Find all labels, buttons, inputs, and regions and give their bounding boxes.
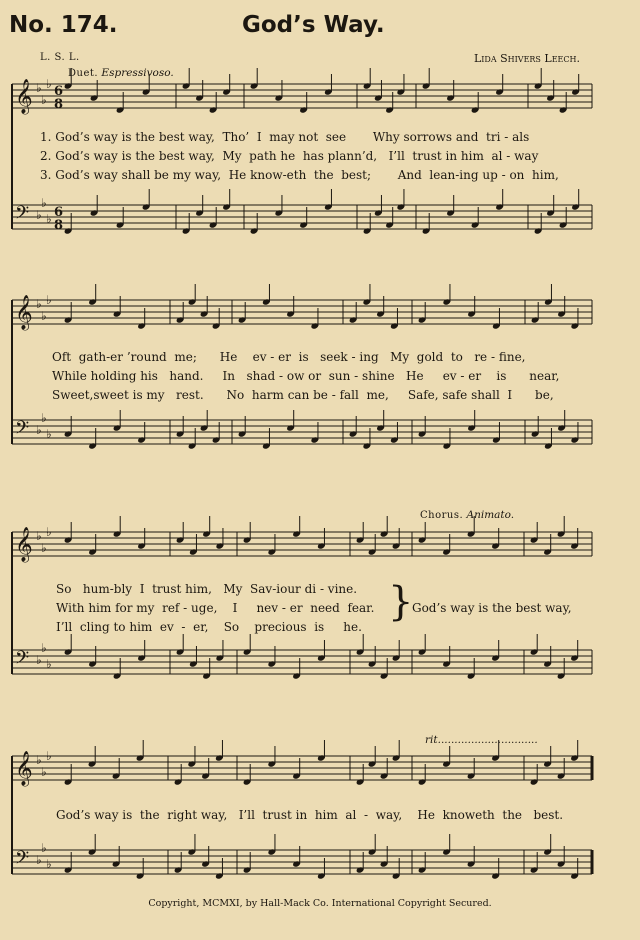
hymn-number: No. 174. <box>9 12 118 38</box>
verse-line-2: 2. God’s way is the best way, My path he has plann’d, I’ll trust in him al - way <box>40 149 539 163</box>
key-flat: ♭ <box>36 653 42 667</box>
verse-line-3: I’ll cling to him ev - er, So precious is he. <box>56 620 362 634</box>
chorus-label: Chorus. <box>420 510 464 521</box>
lyricist-credit: L. S. L. <box>40 52 80 63</box>
key-flat: ♭ <box>36 753 42 767</box>
time-signature-top: 6 <box>54 84 64 99</box>
key-flat: ♭ <box>41 309 47 323</box>
chorus-words: God’s way is the best way, <box>412 601 572 615</box>
key-flat: ♭ <box>36 853 42 867</box>
key-flat: ♭ <box>36 529 42 543</box>
key-flat: ♭ <box>41 841 47 855</box>
key-flat: ♭ <box>36 423 42 437</box>
hymn-title: God’s Way. <box>242 12 385 38</box>
key-flat: ♭ <box>41 196 47 210</box>
time-signature-top: 6 <box>54 205 64 220</box>
expression-label: Espressivoso. <box>101 67 174 79</box>
key-flat: ♭ <box>46 77 52 91</box>
verse-line-1: 1. God’s way is the best way, Tho’ I may not see Why sorrows and tri - als <box>40 130 530 144</box>
key-flat: ♭ <box>46 657 52 671</box>
key-flat: ♭ <box>41 641 47 655</box>
key-flat: ♭ <box>46 212 52 226</box>
verse-line-1: So hum-bly I trust him, My Sav-iour di - vine. <box>56 582 358 596</box>
time-signature-bottom: 8 <box>54 97 64 112</box>
treble-clef: 𝄞 <box>15 527 33 562</box>
time-signature-bottom: 8 <box>54 218 64 233</box>
bass-clef: 𝄢 <box>15 848 30 873</box>
chorus-direction <box>420 509 514 521</box>
key-flat: ♭ <box>36 81 42 95</box>
bass-clef: 𝄢 <box>15 203 30 228</box>
copyright-notice: Copyright, MCMXI, by Hall-Mack Co. International Copyright Secured. <box>148 898 492 909</box>
verse-block-3 <box>56 582 375 638</box>
key-flat: ♭ <box>46 857 52 871</box>
duet-label: Duet. <box>68 68 99 79</box>
verse-line-3: Sweet,sweet is my rest. No harm can be - fall me, Safe, safe shall I be, <box>52 388 554 402</box>
verse-line-2: While holding his hand. In shad - ow or sun - shine He ev - er is near, <box>52 369 560 383</box>
treble-clef: 𝄞 <box>15 751 33 786</box>
key-flat: ♭ <box>41 411 47 425</box>
treble-clef: 𝄞 <box>15 79 33 114</box>
verse-block-1 <box>40 130 559 186</box>
chorus-expression: Animato. <box>466 509 515 521</box>
key-flat: ♭ <box>46 293 52 307</box>
key-flat: ♭ <box>36 208 42 222</box>
ritardando-mark: rit.............................. <box>425 734 538 746</box>
key-flat: ♭ <box>46 525 52 539</box>
verse-block-4 <box>56 808 564 836</box>
composer-credit: Lida Shivers Leech. <box>473 52 580 65</box>
key-flat: ♭ <box>41 541 47 555</box>
verse-line-3: 3. God’s way shall be my way, He know-eth the best; And lean-ing up - on him, <box>40 168 559 182</box>
treble-clef: 𝄞 <box>15 295 33 330</box>
key-flat: ♭ <box>41 93 47 107</box>
bass-clef: 𝄢 <box>15 648 30 673</box>
verse-block-2 <box>52 350 560 406</box>
verse-line-2: With him for my ref - uge, I nev - er need fear. <box>56 601 375 615</box>
key-flat: ♭ <box>46 749 52 763</box>
chorus-line: God’s way is the right way, I’ll trust in him al - way, He knoweth the best. <box>56 808 564 822</box>
key-flat: ♭ <box>36 297 42 311</box>
verse-line-1: Oft gath-er ’round me; He ev - er is seek - ing My gold to re - fine, <box>52 350 526 364</box>
key-flat: ♭ <box>46 427 52 441</box>
bass-clef: 𝄢 <box>15 418 30 443</box>
key-flat: ♭ <box>41 765 47 779</box>
rit-label: rit. <box>425 734 441 746</box>
verse-brace: } <box>388 579 414 625</box>
